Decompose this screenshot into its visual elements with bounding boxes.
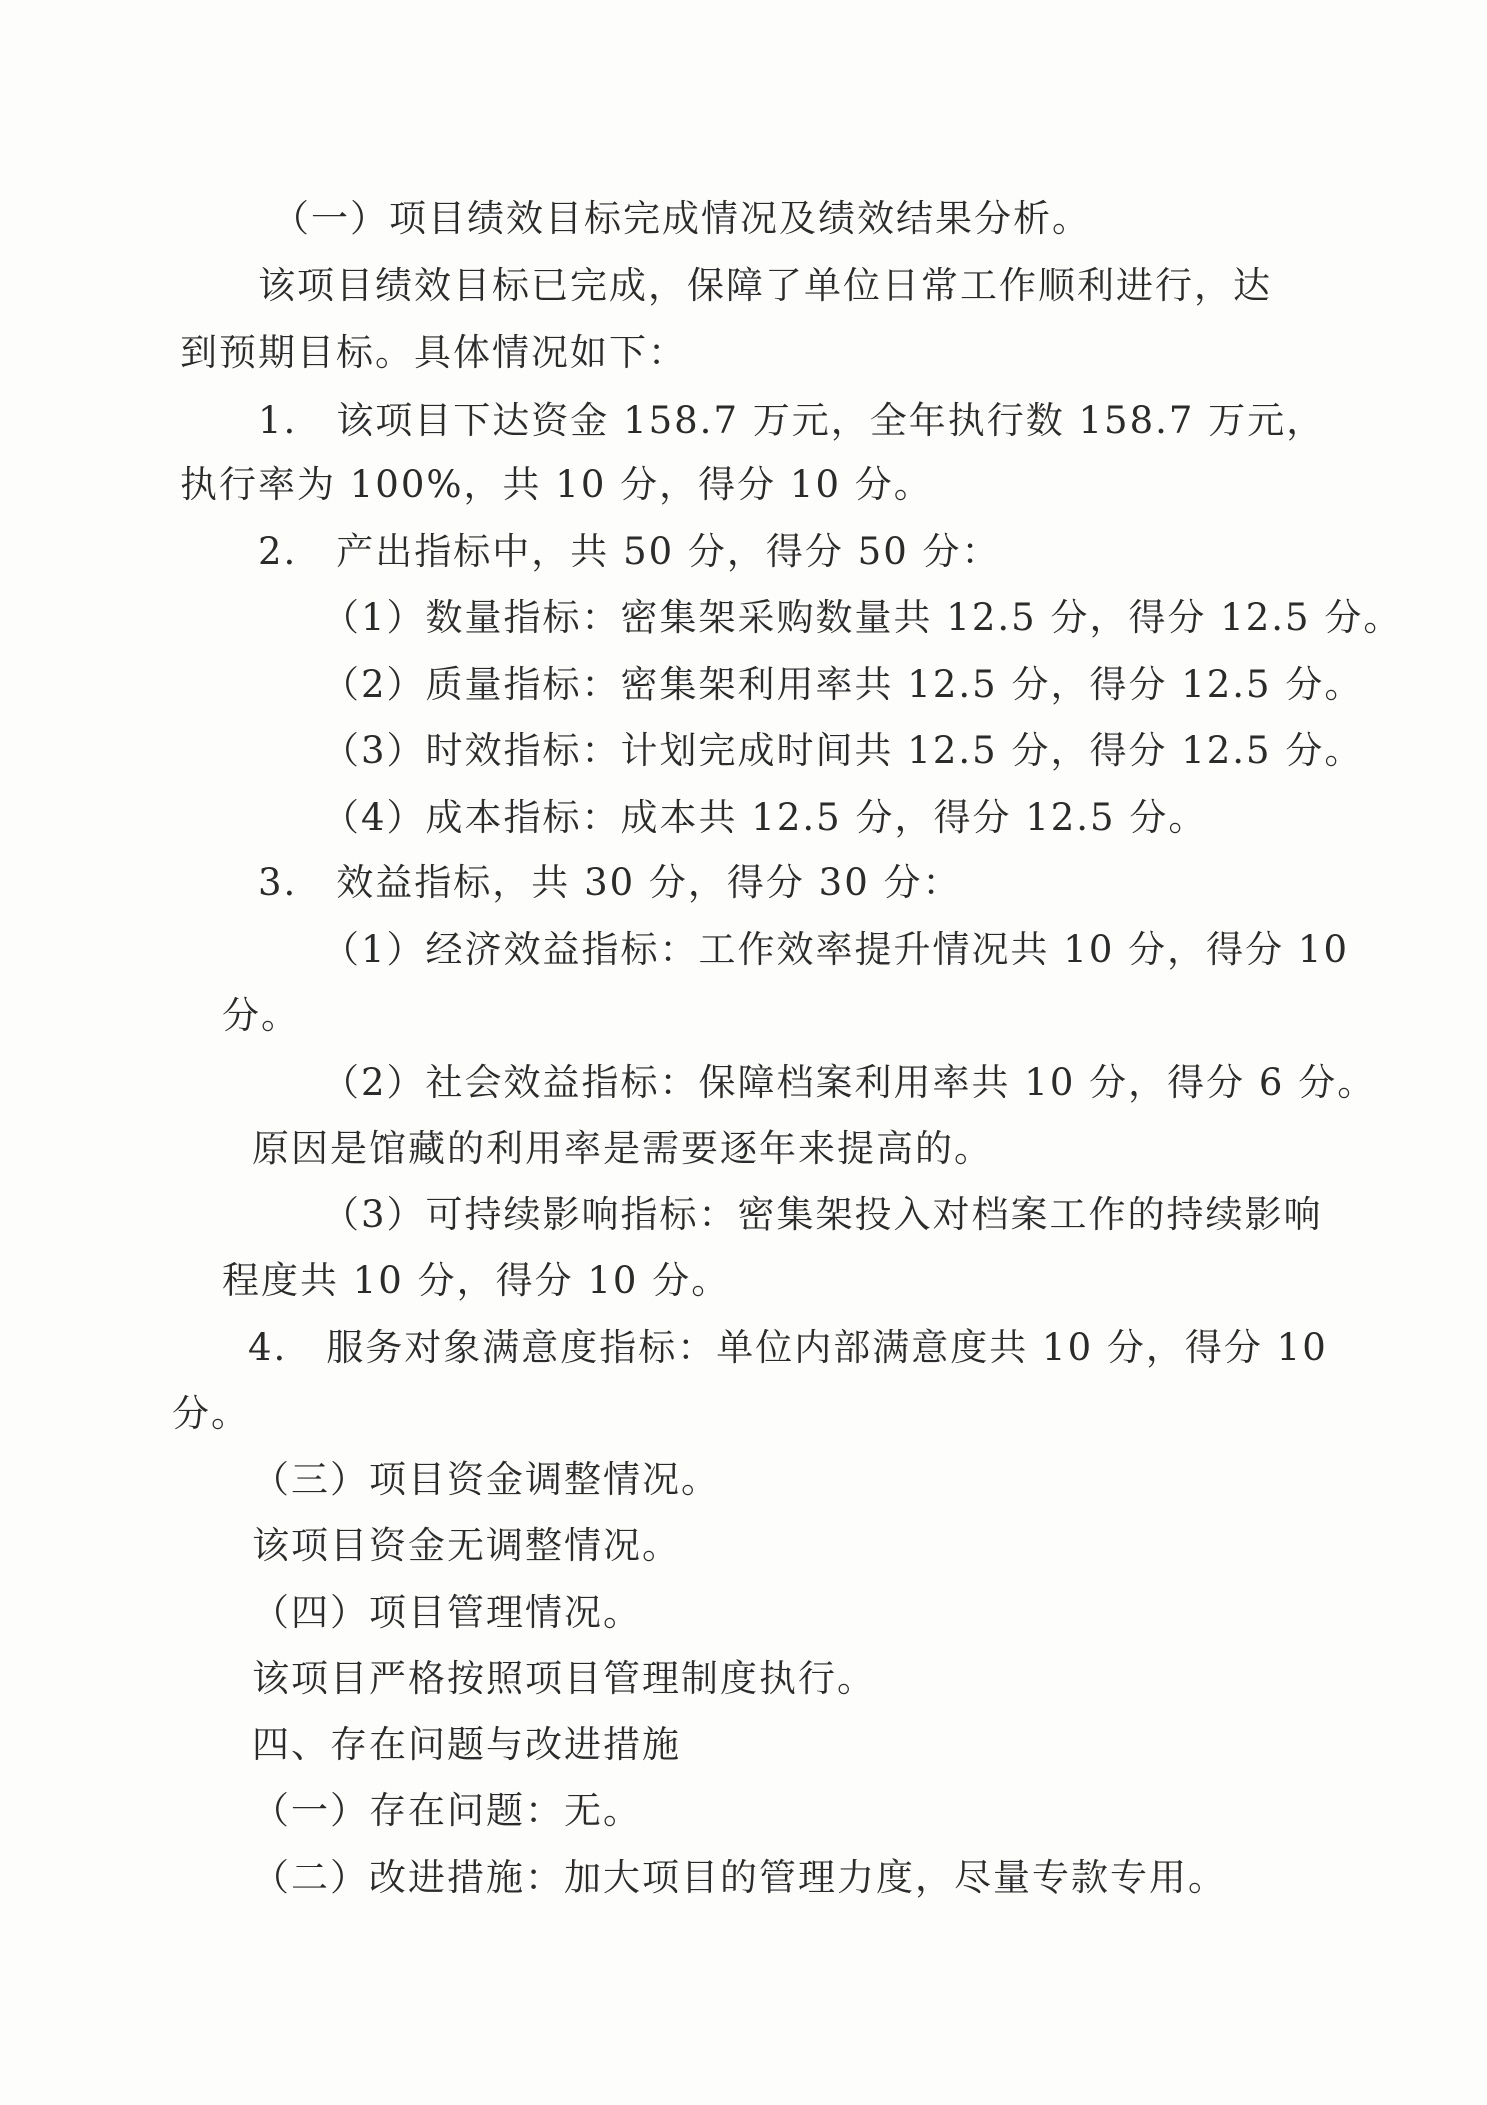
text-line: （二）改进措施：加大项目的管理力度，尽量专款专用。 [252,1856,1227,1899]
text-line: 程度共 10 分，得分 10 分。 [222,1259,731,1302]
text-line: （一）项目绩效目标完成情况及绩效结果分析。 [272,197,1091,240]
text-line: （2）质量指标：密集架利用率共 12.5 分，得分 12.5 分。 [322,663,1364,706]
text-line: （1）经济效益指标：工作效率提升情况共 10 分，得分 10 [322,928,1349,971]
text-line: 原因是馆藏的利用率是需要逐年来提高的。 [252,1127,993,1170]
text-line: （3）时效指标：计划完成时间共 12.5 分，得分 12.5 分。 [322,729,1364,772]
text-line: 分。 [172,1392,250,1435]
text-line: 4. 服务对象满意度指标：单位内部满意度共 10 分，得分 10 [248,1326,1328,1369]
text-line: （三）项目资金调整情况。 [252,1458,720,1501]
text-line: 执行率为 100%，共 10 分，得分 10 分。 [180,463,933,506]
text-line: 1. 该项目下达资金 158.7 万元，全年执行数 158.7 万元， [258,399,1326,442]
text-line: 四、存在问题与改进措施 [252,1723,681,1766]
text-line: 该项目严格按照项目管理制度执行。 [252,1657,876,1700]
text-line: 2. 产出指标中，共 50 分，得分 50 分： [258,530,1001,573]
text-line: 该项目资金无调整情况。 [252,1524,681,1567]
text-line: （一）存在问题：无。 [252,1789,642,1832]
text-line: 分。 [222,994,300,1037]
text-line: （四）项目管理情况。 [252,1591,642,1634]
text-line: 到预期目标。具体情况如下： [180,331,687,374]
text-line: （2）社会效益指标：保障档案利用率共 10 分，得分 6 分。 [322,1061,1377,1104]
text-line: （3）可持续影响指标：密集架投入对档案工作的持续影响 [322,1193,1323,1236]
text-line: （1）数量指标：密集架采购数量共 12.5 分，得分 12.5 分。 [322,596,1403,639]
text-line: 该项目绩效目标已完成，保障了单位日常工作顺利进行，达 [258,264,1272,307]
text-line: （4）成本指标：成本共 12.5 分，得分 12.5 分。 [322,796,1208,839]
text-line: 3. 效益指标，共 30 分，得分 30 分： [258,861,962,904]
